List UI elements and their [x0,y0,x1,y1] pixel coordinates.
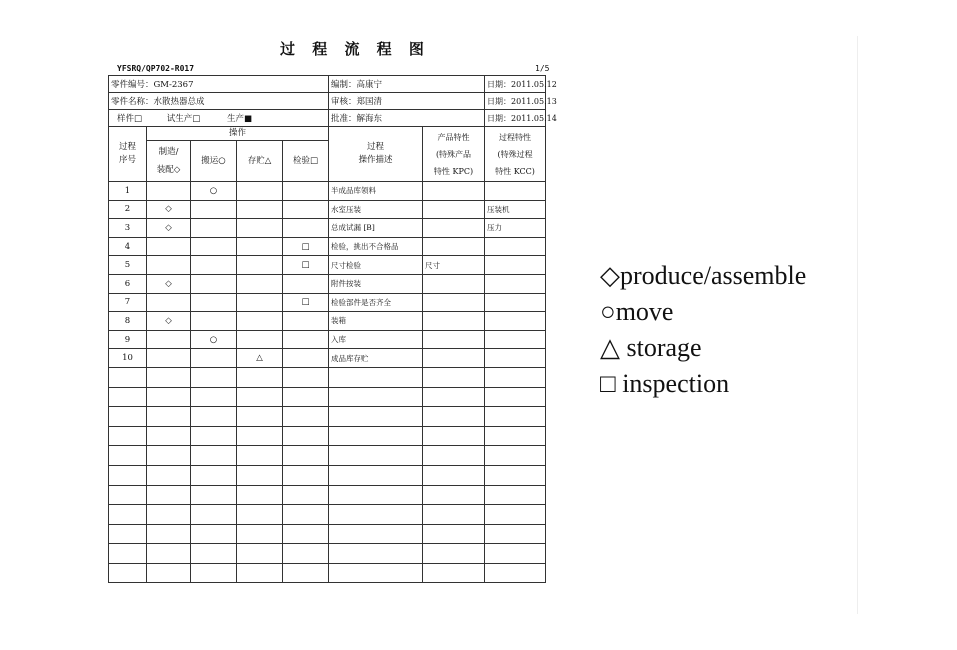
empty-cell [109,563,147,583]
info-row-2 [109,93,546,110]
cell-kpc [423,330,485,349]
compiled-by: 编制：高康宁 [329,76,485,93]
empty-table-row [109,465,546,485]
cell-mfg: ◇ [147,312,191,331]
empty-cell [329,367,423,387]
cell-desc: 尺寸检验 [329,256,423,275]
cell-seq: 9 [109,330,147,349]
part-name: 零件名称：水散热器总成 [109,93,329,110]
cell-kpc [423,182,485,201]
empty-cell [191,563,237,583]
empty-table-row [109,485,546,505]
header-kcc [485,127,546,182]
empty-cell [147,563,191,583]
document-number: YFSRQ/QP702-R017 [117,64,195,73]
empty-cell [147,367,191,387]
stage-selector [109,110,329,127]
table-row [109,274,546,293]
table-row [109,330,546,349]
cell-kcc [485,182,546,201]
header-seq [109,127,147,182]
cell-desc: 水室压装 [329,200,423,219]
empty-cell [147,426,191,446]
cell-kpc [423,293,485,312]
empty-cell [485,446,546,466]
empty-cell [485,544,546,564]
empty-cell [423,446,485,466]
empty-cell [237,446,283,466]
empty-cell [237,505,283,525]
empty-cell [283,544,329,564]
cell-store [237,330,283,349]
empty-cell [109,446,147,466]
empty-cell [283,446,329,466]
empty-table-row [109,524,546,544]
cell-mfg [147,293,191,312]
cell-desc: 附件按装 [329,274,423,293]
cell-insp [283,182,329,201]
cell-move [191,256,237,275]
empty-cell [237,563,283,583]
table-row [109,312,546,331]
cell-kpc [423,274,485,293]
empty-cell [283,524,329,544]
empty-cell [109,485,147,505]
empty-cell [423,407,485,427]
cell-move [191,274,237,293]
empty-cell [329,563,423,583]
empty-cell [329,387,423,407]
cell-move: ○ [191,330,237,349]
empty-cell [423,505,485,525]
page-edge-divider [857,36,858,614]
cell-kcc [485,349,546,368]
cell-kcc: 压装机 [485,200,546,219]
empty-cell [423,563,485,583]
empty-cell [283,465,329,485]
empty-table-row [109,544,546,564]
cell-insp [283,219,329,238]
cell-store: △ [237,349,283,368]
cell-kpc [423,349,485,368]
header-kcc-label: 过程特性 (特殊过程 特性 KCC) [495,132,535,176]
header-manufacture [147,141,191,182]
trial-checkbox: 试生产□ [166,114,201,124]
empty-cell [109,524,147,544]
production-checkbox: 生产■ [226,114,253,124]
table-row [109,219,546,238]
empty-cell [147,505,191,525]
reviewed-by: 审核：郑国清 [329,93,485,110]
empty-cell [485,367,546,387]
empty-cell [237,524,283,544]
cell-seq: 2 [109,200,147,219]
empty-cell [109,505,147,525]
empty-cell [147,407,191,427]
cell-kcc [485,274,546,293]
empty-cell [485,426,546,446]
document-title: 过 程 流 程 图 [280,40,430,58]
cell-insp: □ [283,256,329,275]
empty-cell [147,446,191,466]
process-rows [109,182,546,583]
empty-cell [329,505,423,525]
empty-cell [237,426,283,446]
empty-cell [423,544,485,564]
approved-by: 批准：解海东 [329,110,485,127]
empty-table-row [109,367,546,387]
cell-store [237,182,283,201]
empty-cell [485,387,546,407]
empty-cell [485,505,546,525]
cell-kpc [423,219,485,238]
cell-kcc [485,256,546,275]
cell-mfg [147,182,191,201]
table-row [109,256,546,275]
empty-cell [283,426,329,446]
table-row [109,237,546,256]
empty-cell [329,426,423,446]
cell-mfg [147,256,191,275]
empty-table-row [109,505,546,525]
header-move: 搬运○ [191,141,237,182]
cell-seq: 4 [109,237,147,256]
cell-desc: 检验部件是否齐全 [329,293,423,312]
empty-cell [283,485,329,505]
cell-store [237,256,283,275]
empty-table-row [109,446,546,466]
cell-seq: 10 [109,349,147,368]
empty-table-row [109,426,546,446]
cell-kcc [485,237,546,256]
cell-kcc: 压力 [485,219,546,238]
cell-mfg [147,330,191,349]
empty-cell [109,387,147,407]
empty-cell [109,465,147,485]
empty-cell [283,505,329,525]
empty-table-row [109,563,546,583]
date-reviewed: 日期：2011.05.13 [485,93,546,110]
cell-store [237,200,283,219]
empty-table-row [109,387,546,407]
cell-desc: 半成品库领料 [329,182,423,201]
empty-cell [237,367,283,387]
cell-mfg: ◇ [147,274,191,293]
info-row-3 [109,110,546,127]
cell-desc: 检验，挑出不合格品 [329,237,423,256]
part-number: 零件编号：GM-2367 [109,76,329,93]
header-kpc [423,127,485,182]
cell-store [237,219,283,238]
table-row [109,349,546,368]
empty-cell [329,446,423,466]
cell-seq: 7 [109,293,147,312]
empty-cell [423,387,485,407]
table-row [109,293,546,312]
header-row-1 [109,127,546,141]
empty-cell [109,426,147,446]
empty-cell [485,465,546,485]
info-row-1 [109,76,546,93]
empty-cell [283,367,329,387]
cell-move: ○ [191,182,237,201]
empty-cell [237,465,283,485]
process-flow-table [108,75,557,583]
legend-inspection: □ inspection [600,369,730,398]
cell-insp: □ [283,293,329,312]
cell-seq: 6 [109,274,147,293]
cell-insp [283,330,329,349]
cell-kpc [423,312,485,331]
cell-desc: 入库 [329,330,423,349]
cell-seq: 5 [109,256,147,275]
cell-kcc [485,330,546,349]
empty-cell [329,524,423,544]
page-number: 1/5 [535,64,550,73]
header-operation: 操作 [147,127,329,141]
cell-kcc [485,293,546,312]
empty-cell [485,485,546,505]
empty-cell [147,485,191,505]
empty-cell [191,426,237,446]
symbol-legend [600,258,806,402]
cell-move [191,312,237,331]
empty-cell [283,407,329,427]
cell-kpc: 尺寸 [423,256,485,275]
cell-insp [283,349,329,368]
empty-cell [423,524,485,544]
cell-insp [283,312,329,331]
date-approved: 日期：2011.05.14 [485,110,546,127]
empty-cell [191,505,237,525]
cell-kpc [423,237,485,256]
empty-cell [147,387,191,407]
cell-store [237,237,283,256]
cell-move [191,219,237,238]
empty-cell [329,544,423,564]
empty-cell [191,524,237,544]
cell-desc: 总成试漏 [B] [329,219,423,238]
empty-cell [109,544,147,564]
header-inspect: 检验□ [283,141,329,182]
empty-cell [147,524,191,544]
cell-move [191,237,237,256]
cell-store [237,293,283,312]
cell-desc: 成品库存贮 [329,349,423,368]
empty-cell [423,465,485,485]
legend-move: ○move [600,297,674,326]
cell-kpc [423,200,485,219]
cell-kcc [485,312,546,331]
empty-cell [423,485,485,505]
empty-cell [423,367,485,387]
empty-cell [147,465,191,485]
cell-seq: 1 [109,182,147,201]
empty-cell [191,544,237,564]
cell-seq: 8 [109,312,147,331]
table-row [109,200,546,219]
header-desc-label: 过程 操作描述 [358,142,393,165]
empty-cell [191,387,237,407]
empty-cell [283,563,329,583]
empty-cell [191,485,237,505]
cell-move [191,293,237,312]
header-seq-label: 过程 序号 [118,142,136,165]
header-manufacture-label: 制造/ 装配◇ [156,147,181,175]
empty-cell [191,367,237,387]
header-desc [329,127,423,182]
empty-cell [485,524,546,544]
sample-checkbox: 样件□ [117,114,143,124]
empty-cell [109,367,147,387]
cell-seq: 3 [109,219,147,238]
empty-cell [283,387,329,407]
empty-cell [147,544,191,564]
cell-mfg: ◇ [147,200,191,219]
empty-cell [485,563,546,583]
legend-produce-assemble: ◇produce/assemble [600,261,807,290]
empty-table-row [109,407,546,427]
empty-cell [191,446,237,466]
legend-storage: △ storage [600,333,702,362]
date-compiled: 日期：2011.05.12 [485,76,546,93]
empty-cell [485,407,546,427]
cell-insp: □ [283,237,329,256]
cell-mfg [147,349,191,368]
cell-move [191,200,237,219]
cell-insp [283,274,329,293]
cell-store [237,312,283,331]
cell-insp [283,200,329,219]
empty-cell [423,426,485,446]
cell-mfg [147,237,191,256]
cell-desc: 装箱 [329,312,423,331]
cell-move [191,349,237,368]
header-kpc-label: 产品特性 (特殊产品 特性 KPC) [433,132,474,176]
empty-cell [109,407,147,427]
empty-cell [237,407,283,427]
empty-cell [237,485,283,505]
cell-store [237,274,283,293]
table-row [109,182,546,201]
empty-cell [329,407,423,427]
empty-cell [329,465,423,485]
empty-cell [191,407,237,427]
empty-cell [237,387,283,407]
empty-cell [191,465,237,485]
header-store: 存贮△ [237,141,283,182]
empty-cell [237,544,283,564]
empty-cell [329,485,423,505]
cell-mfg: ◇ [147,219,191,238]
